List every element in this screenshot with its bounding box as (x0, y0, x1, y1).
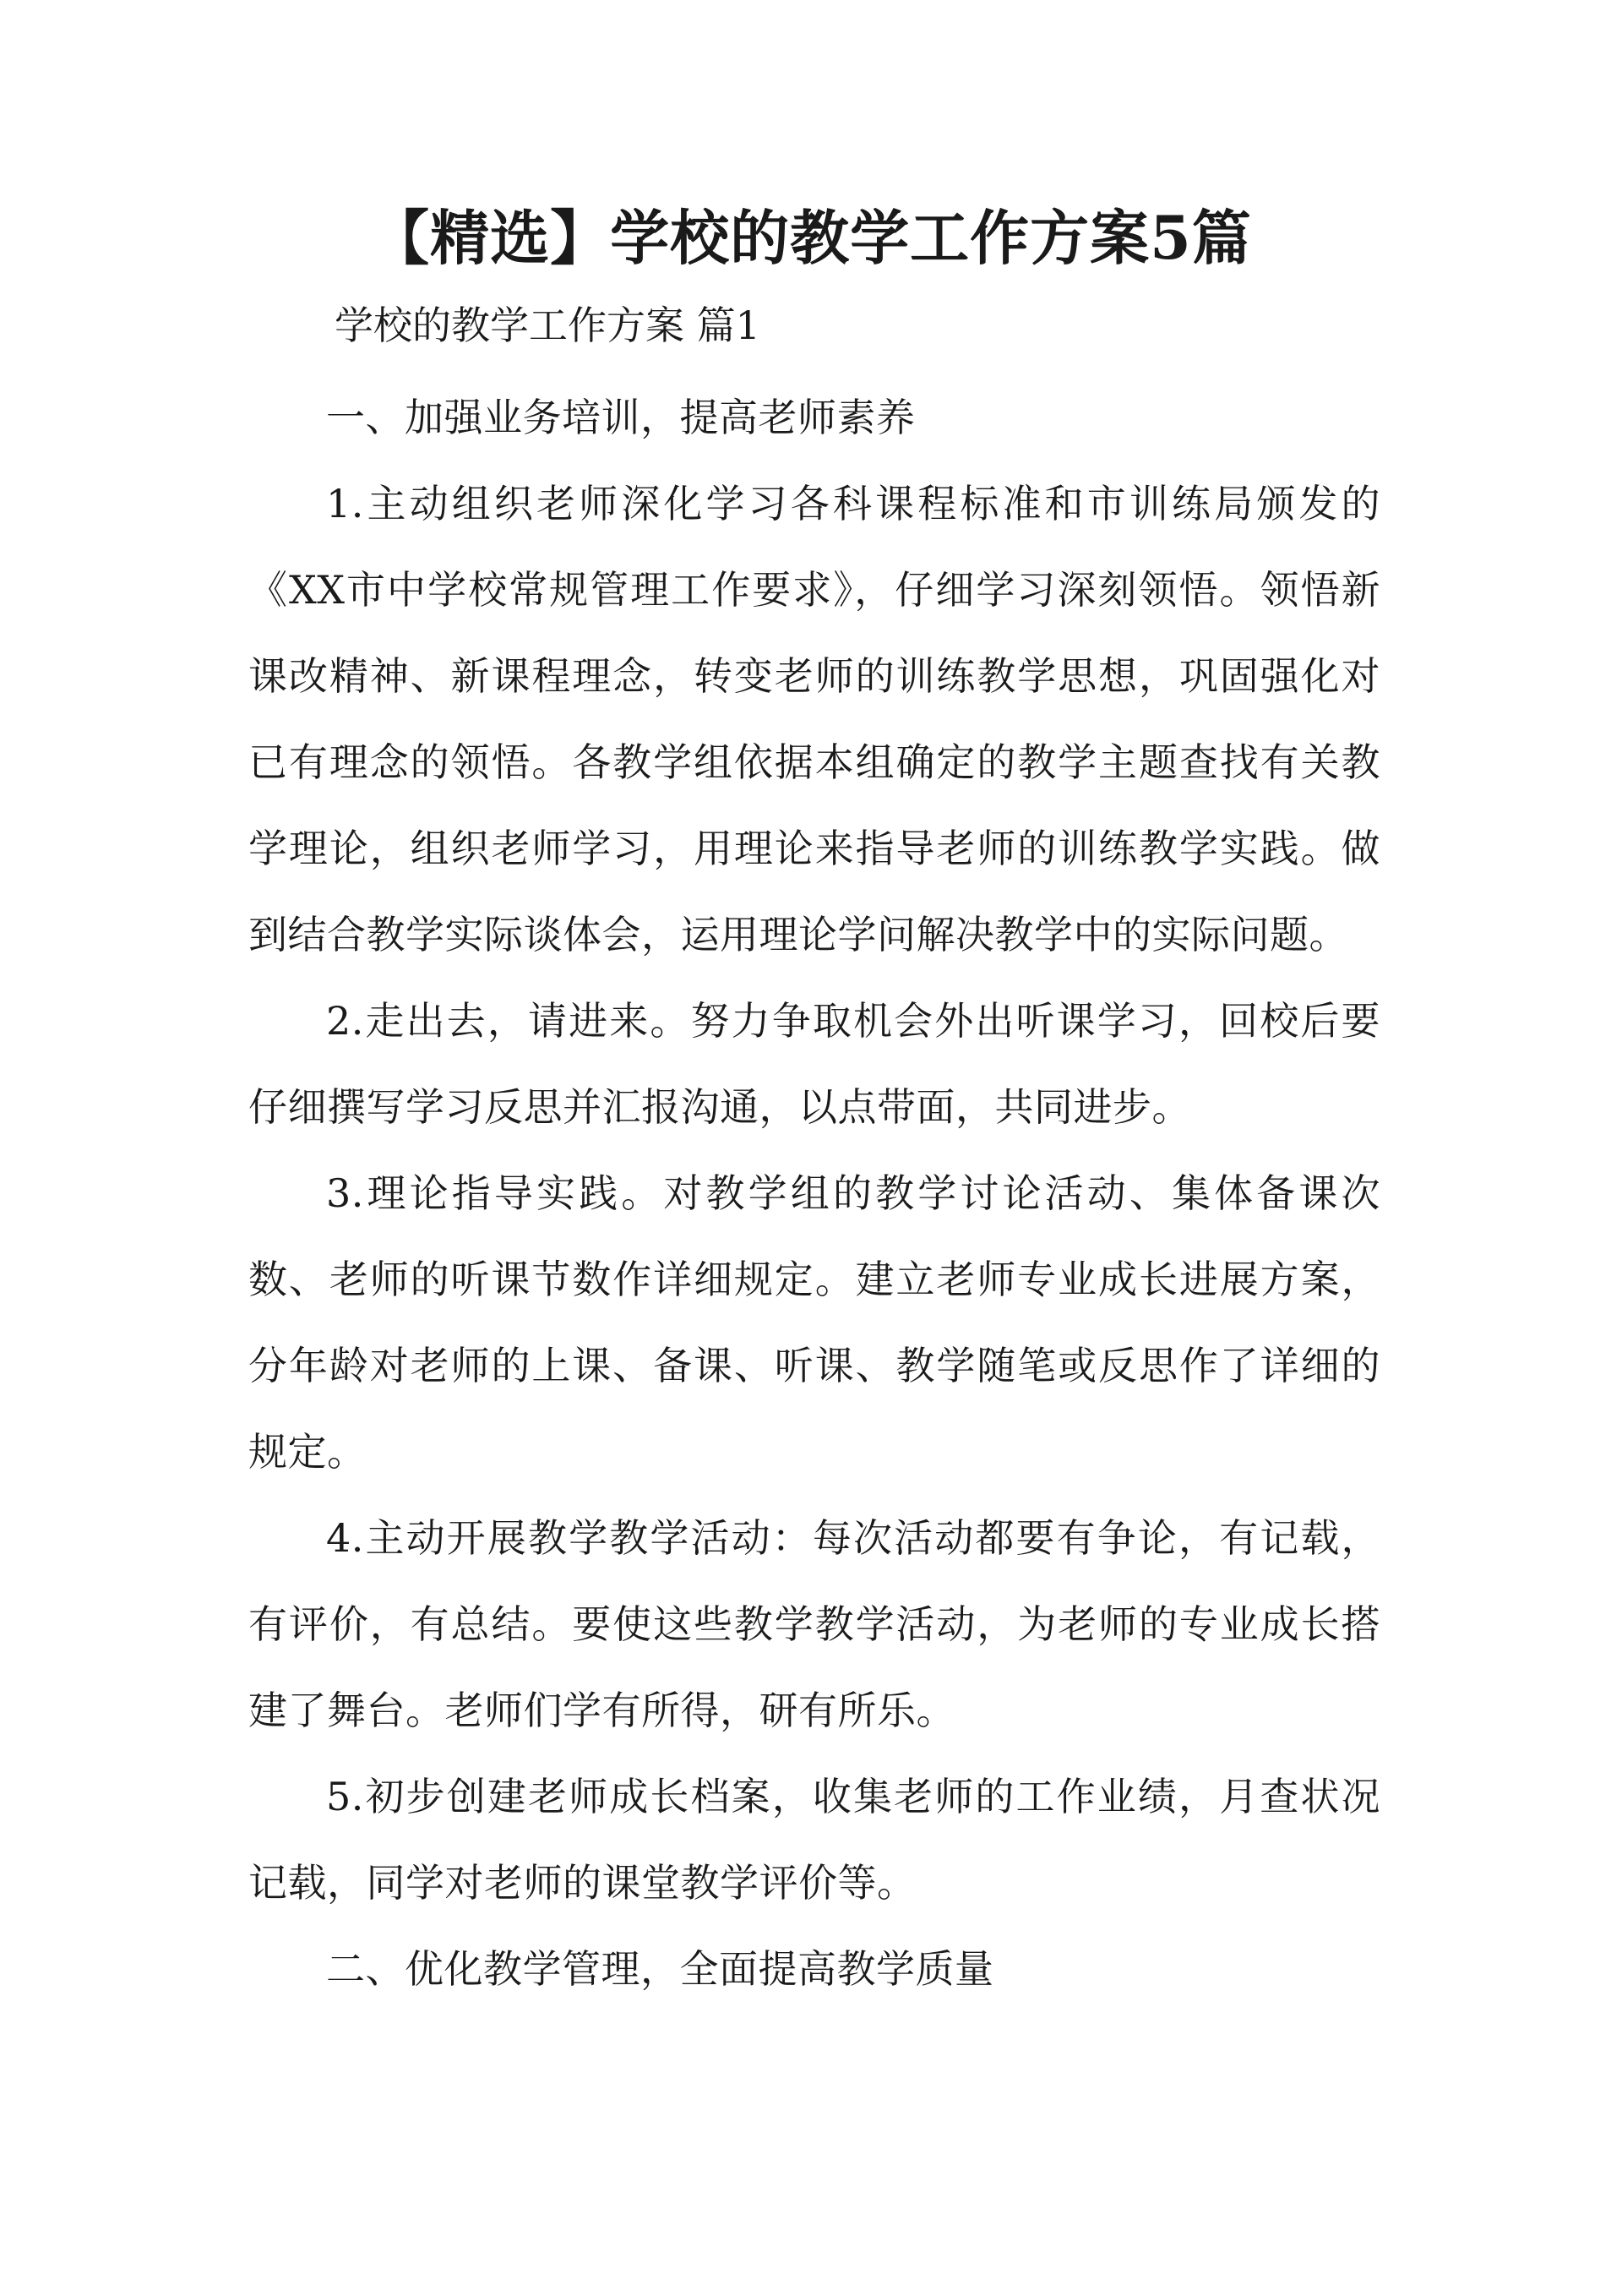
body-paragraph: 3.理论指导实践。对教学组的教学讨论活动、集体备课次数、老师的听课节数作详细规定。建立老师专业成长进展方案，分年龄对老师的上课、备课、听课、教学随笔或反思作了详细的规定。 (248, 1170, 1380, 1475)
body-paragraph: 2.走出去，请进来。努力争取机会外出听课学习，回校后要仔细撰写学习反思并汇报沟通，以点带面，共同进步。 (248, 998, 1380, 1130)
document-title: 【精选】学校的教学工作方案5篇 (370, 203, 1252, 273)
body-paragraph: 4.主动开展教学教学活动：每次活动都要有争论，有记载，有评价，有总结。要使这些教学教学活动，为老师的专业成长搭建了舞台。老师们学有所得，研有所乐。 (248, 1515, 1380, 1733)
document-subtitle: 学校的教学工作方案 篇1 (335, 303, 760, 348)
section-heading: 二、优化教学管理，全面提高教学质量 (326, 1946, 994, 1992)
body-paragraph: 5.初步创建老师成长档案，收集老师的工作业绩，月查状况记载，同学对老师的课堂教学评价等。 (248, 1774, 1380, 1906)
body-paragraph: 1.主动组织老师深化学习各科课程标准和市训练局颁发的《XX市中学校常规管理工作要求》，仔细学习深刻领悟。领悟新课改精神、新课程理念，转变老师的训练教学思想，巩固强化对已有理念的领悟。各教学组依据本组确定的教学主题查找有关教学理论，组织老师学习，用理论来指导老师的训练教学实践。做到结合教学实际谈体会，运用理论学问解决教学中的实际问题。 (248, 481, 1380, 957)
section-heading: 一、加强业务培训，提高老师素养 (326, 395, 916, 440)
document-body (248, 374, 1380, 2012)
